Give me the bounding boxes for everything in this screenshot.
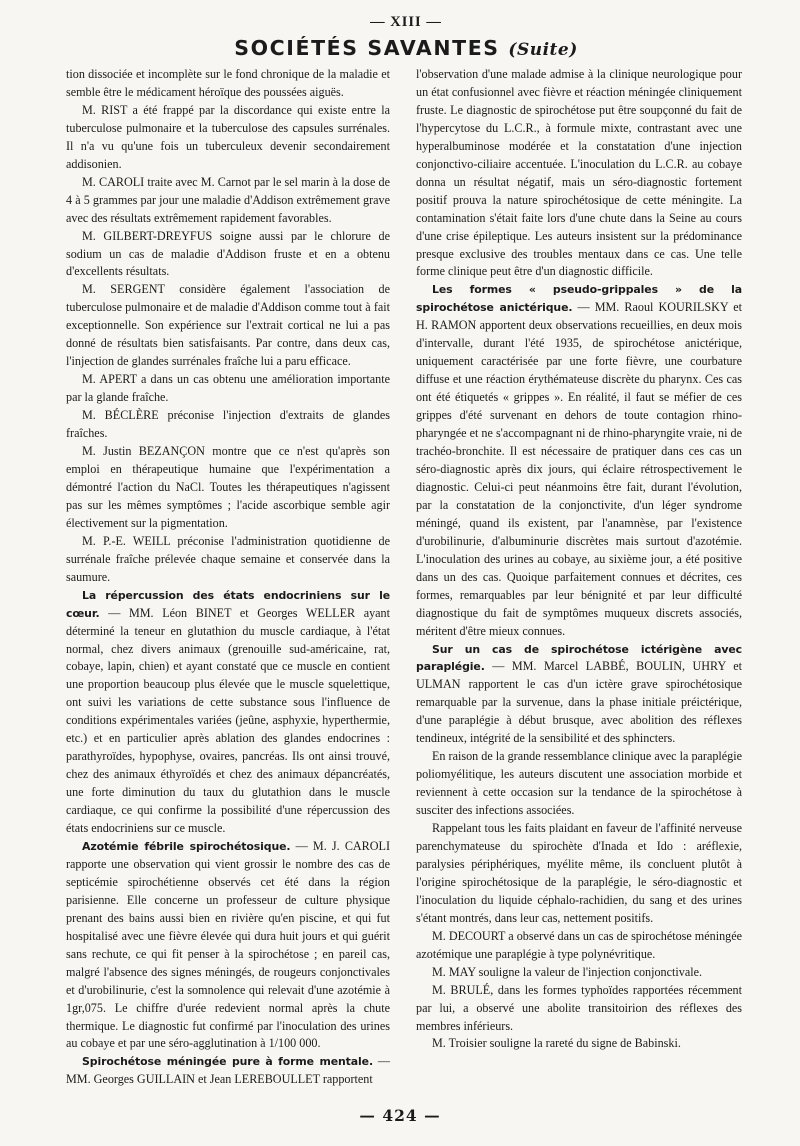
section-heading: La répercussion des états endocriniens sur le cœur. [66,588,390,620]
paragraph [416,748,742,820]
section-heading: Azotémie fébrile spirochétosique. [82,839,291,853]
paragraph-text: M. CAROLI traite avec M. Carnot par le sel marin à la dose de 4 à 5 grammes par jour une maladie d'Addison extrêmement grave avec des résultats extrêmement rapidement favorables. [66,174,390,225]
paragraph [66,228,390,282]
paragraph-text: — MM. Marcel LABBÉ, BOULIN, UHRY et ULMAN rapportent le cas d'un ictère grave spirochétosique remarquable par la survenue, dans la phase initiale préictérique, d'une paraplégie à début brusque, avec abolition des réflexes tendineux, intégrité de la sensibilité et des sphincters. [416,659,742,746]
paragraph-text: M. BÉCLÈRE préconise l'injection d'extraits de glandes fraîches. [66,408,390,441]
paragraph-text: M. GILBERT-DREYFUS soigne aussi par le chlorure de sodium un cas de maladie d'Addison fruste et en a obtenu d'excellents résultats. [66,228,390,279]
paragraph-text: M. P.-E. WEILL préconise l'administration quotidienne de surrénale fraîche prélevée chaque semaine et conservée dans la saumure. [66,533,390,584]
paragraph [66,407,390,443]
paragraph-text: M. SERGENT considère également l'association de tuberculose pulmonaire et de maladie d'Addison comme tout à fait exceptionnelle. Son expérience sur l'extrait cortical ne lui a pas donné de résultats bien satisfaisants. Par contre, dans deux cas, l'injection de glandes surrénales fraîche lui a paru efficace. [66,282,390,369]
page-number: — 424 — [359,1106,441,1125]
paragraph-text: tion dissociée et incomplète sur le fond chronique de la maladie et semble être le médicament héroïque des poussées aiguës. [66,67,390,99]
paragraph-text: M. APERT a dans un cas obtenu une amélioration importante par la glande fraîche. [66,372,390,405]
paragraph-text: M. Justin BEZANÇON montre que ce n'est qu'après son emploi en thérapeutique humaine que l'expérimentation a démontré l'action du NaCl. Toutes les thérapeutiques n'agissent pas sur les mêmes symptômes ; l'acide ascorbique semble agir électivement sur la pigmentation. [66,444,390,530]
paragraph-text: — MM. Raoul KOURILSKY et H. RAMON apportent deux observations recueillies, en deux mois d'intervalle, durant l'été 1935, de spirochétose anictérique, uniquement caractérisée par une forte fièvre, une courbature diffuse et une réaction érythémateuse discrète du pharynx. Ces cas ont été étiquetés « grippes ». En réalité, il faut se méfier de ces grippes d'été survenant en dehors de toute contagion rhino-pharyngée et ne s'accompagnant ni de rhino-pharyngite vraie, ni de trachéo-bronchite. Il est nécessaire de pratiquer dans ces cas un séro-diagnostic après dix jours, qui éclaire rétrospectivement le diagnostic. Celui-ci peut néanmoins être fait, durant l'évolution, par la constatation de la conjonctivite, d'un léger syndrome méningé, quand ils existent, par l'anamnèse, par l'existence d'urobilinurie, d'albuminurie discrètes mais surtout d'azotémie. L'inoculation des urines au cobaye, au sixième jour, a été positive dans un des cas. Quoique parfaitement connues et décrites, ces formes, remarquables par leur bénignité et par leur difficulté diagnostique du fait de symptômes muqueux discrets associés, méritent d'être mieux connues. [416,300,742,638]
paragraph [66,443,390,533]
paragraph-text: — MM. Léon BINET et Georges WELLER ayant déterminé la teneur en glutathion du muscle cardiaque, à l'état normal, chez divers animaux (grenouille sud-américaine, rat, cobaye, lapin, chien) et ayant constaté que ce muscle en contient une proportion beaucoup plus élevée que le muscle squelettique, ont suivi les variations de cette substance sous l'influence de conditions expérimentales variées (jeûne, asphyxie, hyperthermie, etc.) et en particulier après ablation des glandes endocrines : parathyroïdes, hypophyse, ovaires, pancréas. Ils ont ainsi trouvé, chez des animaux éthyroïdés et chez des animaux dépancréatés, une forte diminution du taux du glutathion dans le muscle cardiaque, ce qui confirme la possibilité d'une répercussion des états endocriniens sur ce muscle. [66,605,390,836]
section-heading: Les formes « pseudo-grippales » de la spirochétose anictérique. [416,283,742,315]
left-column [66,66,390,1089]
paragraph-text: M. BRULÉ, dans les formes typhoïdes rapportées récemment par lui, a observé une abolite transitoirion des réflexes des membres inférieurs. [416,982,742,1033]
paragraph-text: En raison de la grande ressemblance clinique avec la paraplégie poliomyélitique, les auteurs discutent une association morbide et reviennent à cette occasion sur la tendance de la spirochétose à susciter des infections associées. [416,749,742,818]
right-column [416,66,742,1053]
section-heading: Spirochétose méningée pure à forme mentale. [82,1055,373,1069]
paragraph-text: M. DECOURT a observé dans un cas de spirochétose méningée azotémique une paraplégie à type polynévritique. [416,928,742,961]
paragraph-text: M. Troisier souligne la rareté du signe de Babinski. [432,1036,681,1051]
paragraph-text: — MM. Georges GUILLAIN et Jean LEREBOULLET rapportent [66,1054,390,1087]
section-title-suffix: (Suite) [508,40,578,60]
roman-page-number: — XIII — [370,14,442,30]
section-title [66,36,746,66]
paragraph-text: — M. J. CAROLI rapporte une observation qui vient grossir le nombre des cas de septicémie spirochétienne observés cet été dans la région parisienne. Elle concerne un professeur de culture physique prenant des bains aussi bien en rivière qu'en piscine, et qui fut hospitalisé avec une fièvre élevée qui dura huit jours et qui guérit sans rechute, ce qui fit penser à la spirochétose ; en pareil cas, malgré l'absence des signes méningés, de rougeurs conjonctivales et d'urobilinurie, c'est la somnolence qui relevait d'une azotémie à 1gr,075. Le chiffre d'urée redevient normal après la chute thermique. Le diagnostic fut confirmé par l'inoculation des urines au cobaye et par une séro-agglutination à 1/100 000. [66,838,391,1051]
paragraph [66,66,390,102]
paragraph [416,982,742,1036]
paragraph [66,533,390,587]
paragraph [66,371,390,407]
paragraph-text: M. RIST a été frappé par la discordance qui existe entre la tuberculose pulmonaire et la tuberculose des capsules surrénales. Il n'a vu qu'une fois un tuberculeux devenir secondairement addisonien. [66,102,390,171]
paragraph [66,281,390,371]
section-title-text: SOCIÉTÉS SAVANTES [234,36,500,60]
paragraph [416,66,742,281]
text-columns [66,66,746,1116]
paragraph [416,820,742,928]
paragraph [416,281,742,640]
paragraph-text: Rappelant tous les faits plaidant en faveur de l'affinité nerveuse parenchymateuse du spirochète d'Inada et Ido : aréflexie, paralysies périphériques, myélite même, ils concluent plutôt à l'origine spirochétosique de la paraplégie, le séro-diagnostic et l'inoculation du liquide céphalo-rachidien, du sang et des urines s'étant montrés, dans leur cas, nettement positifs. [416,821,742,925]
paragraph [66,1053,390,1089]
paragraph [416,964,742,982]
section-heading: Sur un cas de spirochétose ictérigène avec paraplégie. [416,642,742,674]
paragraph [66,587,390,838]
paragraph [416,1035,742,1053]
paragraph [416,641,742,749]
paragraph [66,174,390,228]
paragraph-text: M. MAY souligne la valeur de l'injection conjonctivale. [432,964,703,979]
paragraph [66,838,390,1053]
paragraph [416,928,742,964]
paragraph-text: l'observation d'une malade admise à la clinique neurologique pour un état confusionnel avec fièvre et réaction méningée cliniquement fruste. Le diagnostic de spirochétose put être soupçonné du fait de l'hypercytose du L.C.R., à formule mixte, contrastant avec une hyperalbuminose modérée et la constatation d'une injection conjonctivo-ciliaire accentuée. L'inoculation du L.C.R. au cobaye donna un résultat négatif, mais un séro-diagnostic fortement positif prouva la nature spirochétosique de cette méningite. La contamination s'était faite lors d'une chute dans la Seine au cours d'une crise épileptique. Les auteurs insistent sur la prédominance presque exclusive des troubles mentaux dans ce cas. Une telle forme clinique peut être d'un diagnostic difficile. [416,67,742,279]
paragraph [66,102,390,174]
